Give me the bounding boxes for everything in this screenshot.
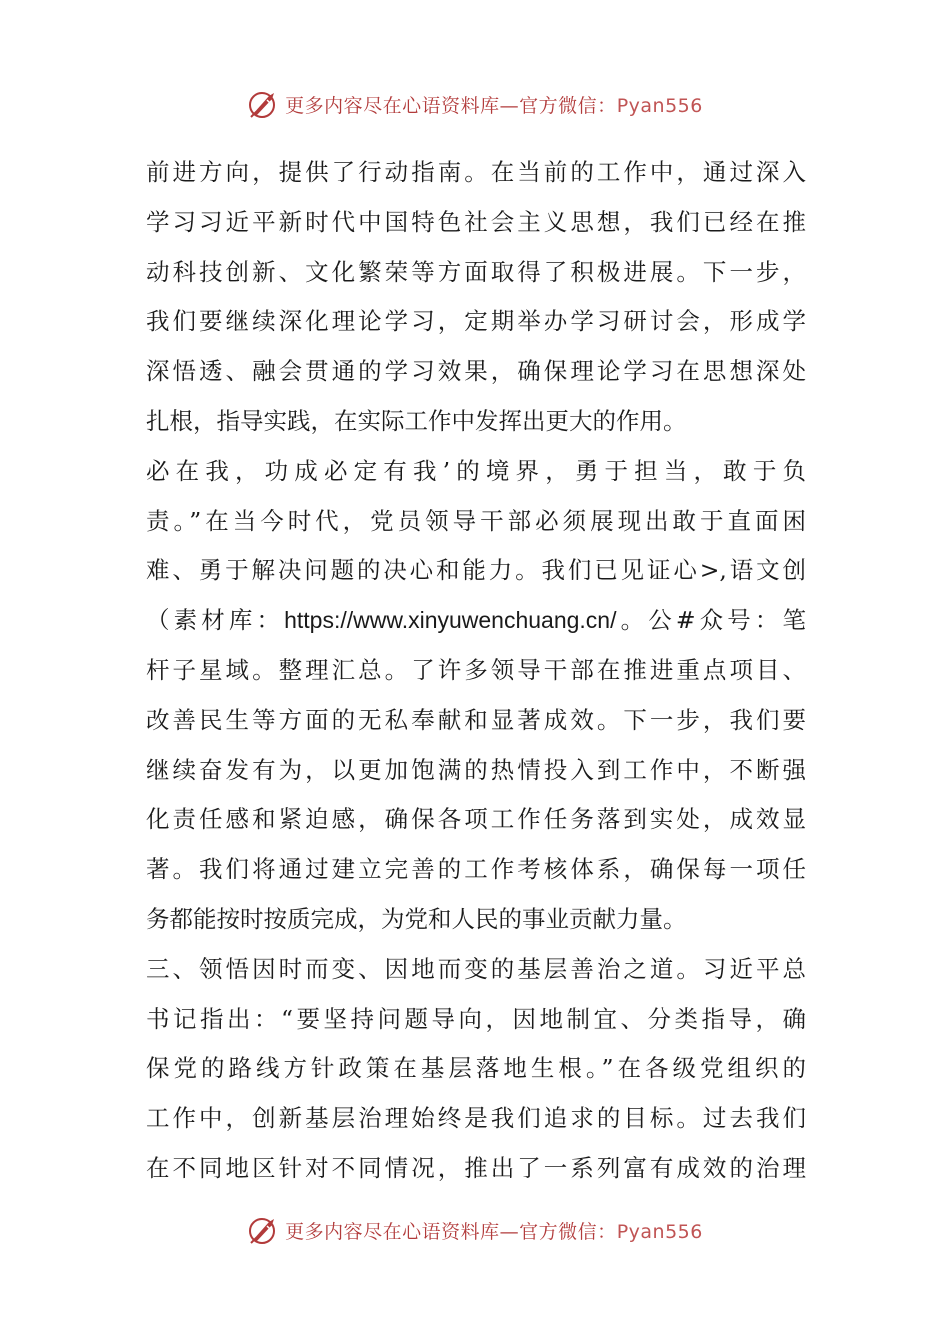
url-line-prefix: （素材库： [146, 606, 285, 635]
text-line-with-url [146, 596, 806, 646]
text-line: 必在我，功成必定有我’的境界，勇于担当，敢于负 [146, 456, 806, 485]
banner-separator: — [499, 94, 520, 117]
text-line: 责。”在当今时代，党员领导干部必须展现出敢于直面困 [146, 506, 806, 535]
pen-circle-logo-icon [247, 87, 281, 121]
url-line-suffix: 。公#众号：笔 [616, 606, 807, 635]
text-line: 著。我们将通过建立完善的工作考核体系，确保每一项任 [146, 855, 806, 884]
text-line: 动科技创新、文化繁荣等方面取得了积极进展。下一步， [146, 257, 806, 286]
text-line: 改善民生等方面的无私奉献和显著成效。下一步，我们要 [146, 705, 806, 734]
banner-wechat-label: 官方微信： [519, 94, 617, 117]
text-line: 书记指出：“要坚持问题导向，因地制宜、分类指导，确 [146, 1004, 806, 1033]
banner-brand: 更多内容尽在心语资料库 [285, 94, 500, 117]
text-line: 务都能按时按质完成，为党和人民的事业贡献力量。 [146, 904, 687, 933]
text-line: 化责任感和紧迫感，确保各项工作任务落到实处，成效显 [146, 805, 806, 834]
text-line: 杆子星域。整理汇总。了许多领导干部在推进重点项目、 [146, 655, 806, 684]
text-line: 在不同地区针对不同情况，推出了一系列富有成效的治理 [146, 1153, 806, 1182]
banner-wechat-id: Pyan556 [616, 1220, 703, 1243]
text-line: 三、领悟因时而变、因地而变的基层善治之道。习近平总 [146, 954, 806, 983]
header-banner [0, 84, 950, 124]
banner-wechat-id: Pyan556 [616, 94, 703, 117]
pen-circle-logo-icon [247, 1213, 281, 1247]
source-url-link[interactable]: https://www.xinyuwenchuang.cn/ [284, 607, 617, 634]
text-line: 工作中，创新基层治理始终是我们追求的目标。过去我们 [146, 1104, 806, 1133]
text-line: 保党的路线方针政策在基层落地生根。”在各级党组织的 [146, 1054, 806, 1083]
text-line: 继续奋发有为，以更加饱满的热情投入到工作中，不断强 [146, 755, 806, 784]
text-line: 扎根，指导实践，在实际工作中发挥出更大的作用。 [146, 406, 687, 435]
banner-wechat-label: 官方微信： [519, 1220, 617, 1243]
footer-banner-text [285, 1217, 703, 1244]
banner-separator: — [499, 1220, 520, 1243]
footer-banner [0, 1210, 950, 1250]
header-banner-text [285, 91, 703, 118]
text-line: 学习习近平新时代中国特色社会主义思想，我们已经在推 [146, 207, 806, 236]
banner-brand: 更多内容尽在心语资料库 [285, 1220, 500, 1243]
body-text [146, 148, 806, 1194]
text-line: 我们要继续深化理论学习，定期举办学习研讨会，形成学 [146, 307, 806, 336]
text-line: 前进方向，提供了行动指南。在当前的工作中，通过深入 [146, 158, 806, 186]
text-line: 深悟透、融会贯通的学习效果，确保理论学习在思想深处 [146, 357, 806, 386]
text-line: 难、勇于解决问题的决心和能力。我们已见证心>,语文创 [146, 556, 806, 585]
